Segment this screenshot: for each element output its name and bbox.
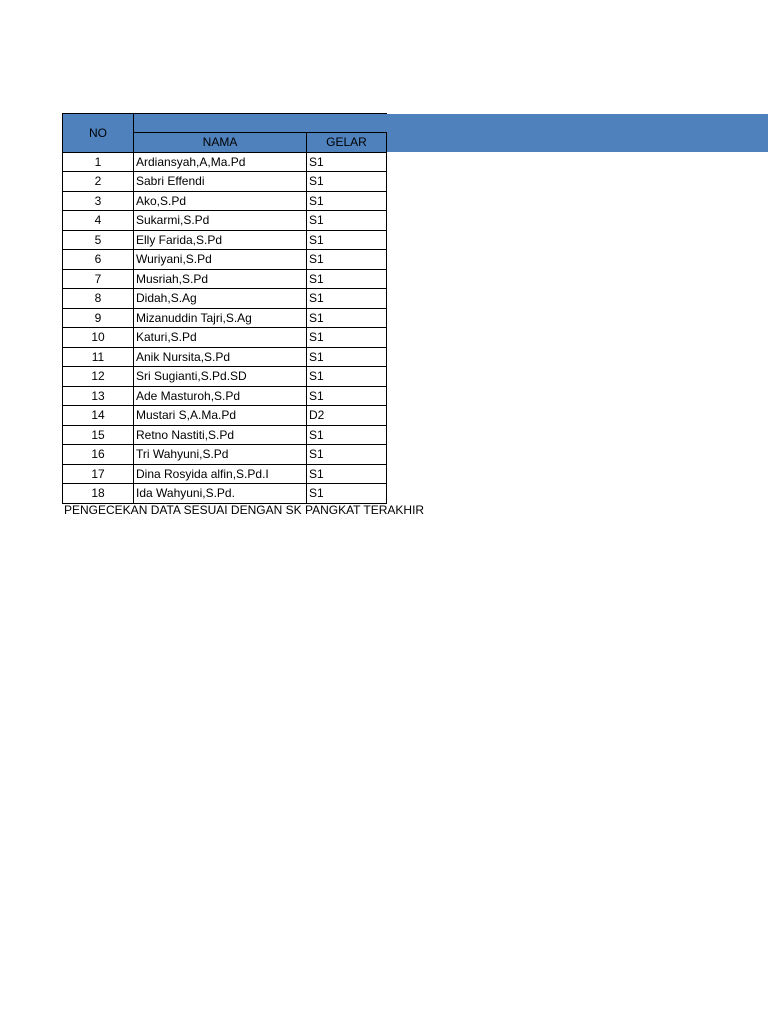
table-row[interactable] (63, 172, 387, 192)
cell-no[interactable]: 13 (63, 386, 134, 406)
cell-no[interactable]: 4 (63, 211, 134, 231)
column-header-gelar[interactable]: GELAR (307, 133, 387, 153)
table-row[interactable] (63, 289, 387, 309)
cell-nama[interactable]: Ida Wahyuni,S.Pd. (134, 484, 307, 504)
table-body (63, 152, 387, 503)
cell-gelar[interactable]: S1 (307, 445, 387, 465)
cell-gelar[interactable]: S1 (307, 386, 387, 406)
cell-gelar[interactable]: D2 (307, 406, 387, 426)
cell-gelar[interactable]: S1 (307, 289, 387, 309)
table-row[interactable] (63, 152, 387, 172)
table-row[interactable] (63, 425, 387, 445)
footnote-text: PENGECEKAN DATA SESUAI DENGAN SK PANGKAT TERAKHIR (64, 503, 425, 517)
staff-table (62, 113, 387, 504)
cell-nama[interactable]: Mizanuddin Tajri,S.Ag (134, 308, 307, 328)
cell-gelar[interactable]: S1 (307, 230, 387, 250)
cell-no[interactable]: 18 (63, 484, 134, 504)
cell-nama[interactable]: Katuri,S.Pd (134, 328, 307, 348)
cell-gelar[interactable]: S1 (307, 367, 387, 387)
cell-gelar[interactable]: S1 (307, 211, 387, 231)
cell-no[interactable]: 15 (63, 425, 134, 445)
cell-gelar[interactable]: S1 (307, 484, 387, 504)
cell-gelar[interactable]: S1 (307, 464, 387, 484)
cell-no[interactable]: 6 (63, 250, 134, 270)
cell-nama[interactable]: Elly Farida,S.Pd (134, 230, 307, 250)
cell-no[interactable]: 2 (63, 172, 134, 192)
cell-nama[interactable]: Sabri Effendi (134, 172, 307, 192)
table-row[interactable] (63, 328, 387, 348)
header-merged-band (134, 114, 387, 133)
cell-no[interactable]: 11 (63, 347, 134, 367)
cell-no[interactable]: 14 (63, 406, 134, 426)
cell-gelar[interactable]: S1 (307, 269, 387, 289)
cell-nama[interactable]: Sri Sugianti,S.Pd.SD (134, 367, 307, 387)
cell-nama[interactable]: Dina Rosyida alfin,S.Pd.I (134, 464, 307, 484)
cell-no[interactable]: 7 (63, 269, 134, 289)
table-row[interactable] (63, 250, 387, 270)
table-row[interactable] (63, 484, 387, 504)
cell-no[interactable]: 8 (63, 289, 134, 309)
cell-nama[interactable]: Wuriyani,S.Pd (134, 250, 307, 270)
table-row[interactable] (63, 445, 387, 465)
table-row[interactable] (63, 386, 387, 406)
header-band-extension (386, 114, 768, 152)
cell-no[interactable]: 10 (63, 328, 134, 348)
cell-gelar[interactable]: S1 (307, 347, 387, 367)
cell-gelar[interactable]: S1 (307, 308, 387, 328)
cell-no[interactable]: 3 (63, 191, 134, 211)
cell-nama[interactable]: Didah,S.Ag (134, 289, 307, 309)
cell-no[interactable]: 1 (63, 152, 134, 172)
cell-no[interactable]: 16 (63, 445, 134, 465)
cell-nama[interactable]: Ardiansyah,A,Ma.Pd (134, 152, 307, 172)
cell-gelar[interactable]: S1 (307, 328, 387, 348)
table-row[interactable] (63, 464, 387, 484)
cell-no[interactable]: 9 (63, 308, 134, 328)
cell-gelar[interactable]: S1 (307, 250, 387, 270)
table-row[interactable] (63, 191, 387, 211)
cell-gelar[interactable]: S1 (307, 152, 387, 172)
cell-nama[interactable]: Retno Nastiti,S.Pd (134, 425, 307, 445)
table-row[interactable] (63, 406, 387, 426)
table-row[interactable] (63, 269, 387, 289)
cell-nama[interactable]: Musriah,S.Pd (134, 269, 307, 289)
cell-gelar[interactable]: S1 (307, 191, 387, 211)
cell-nama[interactable]: Ako,S.Pd (134, 191, 307, 211)
cell-gelar[interactable]: S1 (307, 425, 387, 445)
cell-nama[interactable]: Tri Wahyuni,S.Pd (134, 445, 307, 465)
table-row[interactable] (63, 367, 387, 387)
column-header-no[interactable]: NO (63, 114, 134, 153)
cell-no[interactable]: 5 (63, 230, 134, 250)
table-row[interactable] (63, 211, 387, 231)
table-row[interactable] (63, 230, 387, 250)
cell-nama[interactable]: Sukarmi,S.Pd (134, 211, 307, 231)
table-row[interactable] (63, 347, 387, 367)
table-row[interactable] (63, 308, 387, 328)
cell-nama[interactable]: Anik Nursita,S.Pd (134, 347, 307, 367)
cell-nama[interactable]: Mustari S,A.Ma.Pd (134, 406, 307, 426)
column-header-nama[interactable]: NAMA (134, 133, 307, 153)
cell-no[interactable]: 17 (63, 464, 134, 484)
cell-no[interactable]: 12 (63, 367, 134, 387)
cell-nama[interactable]: Ade Masturoh,S.Pd (134, 386, 307, 406)
cell-gelar[interactable]: S1 (307, 172, 387, 192)
